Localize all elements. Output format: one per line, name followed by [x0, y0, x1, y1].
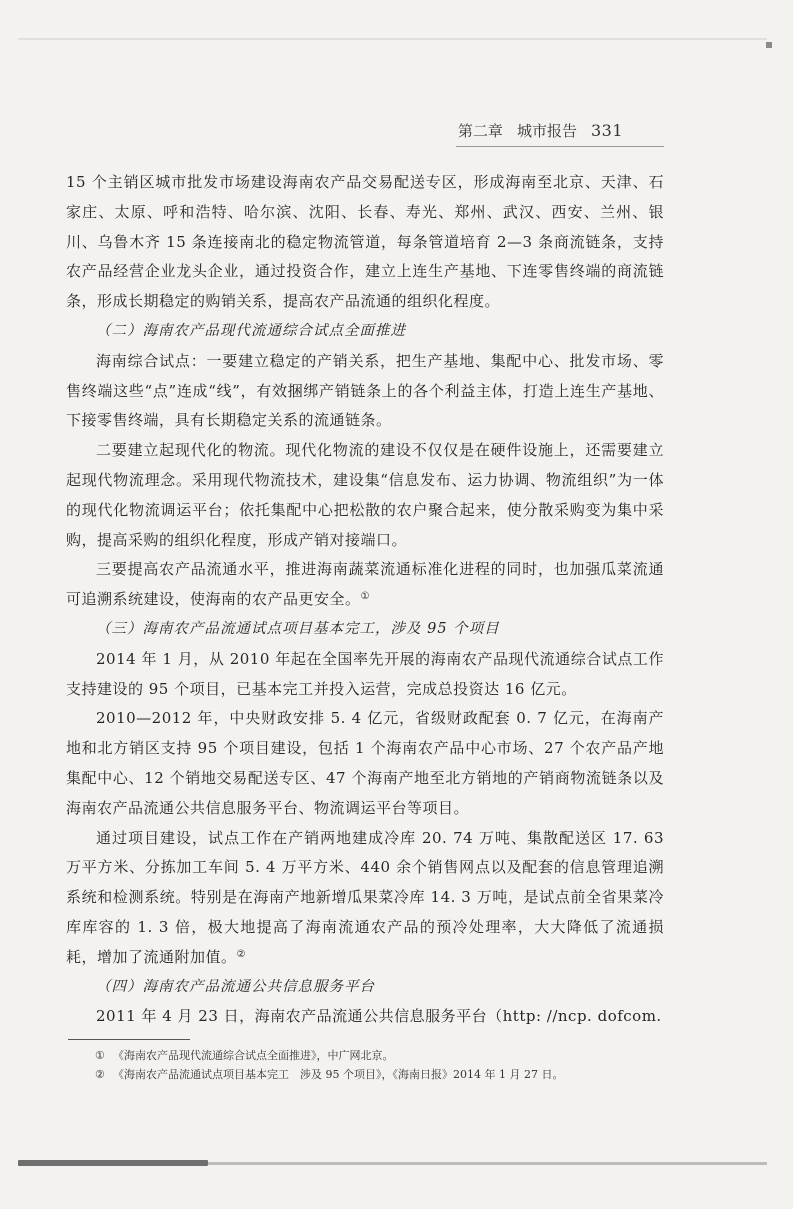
header-rule — [456, 146, 664, 147]
header-chapter: 第二章 — [457, 122, 503, 140]
section-heading: （四）海南农产品流通公共信息服务平台 — [96, 978, 375, 995]
footnote-ref: ② — [236, 948, 246, 960]
footnotes — [95, 1046, 655, 1084]
scan-top-edge — [18, 38, 767, 40]
paragraph — [66, 555, 664, 615]
footnote-number: ① — [95, 1049, 105, 1062]
footnote-text: 《海南农产品流通试点项目基本完工 涉及 95 个项目》，《海南日报》2014 年 1 月 27 日。 — [113, 1068, 564, 1081]
paragraph: 2014 年 1 月，从 2010 年起在全国率先开展的海南农产品现代流通综合试点工作支持建设的 95 个项目，已基本完工并投入运营，完成总投资达 16 亿元。 — [66, 649, 664, 698]
footnote-text: 《海南农产品现代流通综合试点全面推进》，中广网北京。 — [113, 1049, 394, 1062]
scan-margin-mark — [766, 42, 772, 48]
paragraph: 二要建立起现代化的物流。现代化物流的建设不仅仅是在硬件设施上，还需要建立起现代物流理念。采用现代物流技术，建设集“信息发布、运力协调、物流组织”为一体的现代化物流调运平台；依托集配中心把松散的农户聚合起来，使分散采购变为集中采购，提高采购的组织化程度，形成产销对接端口。 — [66, 441, 664, 549]
footnote-rule — [68, 1039, 190, 1040]
paragraph-text: 三要提高农产品流通水平，推进海南蔬菜流通标准化进程的同时，也加强瓜菜流通可追溯系统建设，使海南的农产品更安全。 — [66, 560, 664, 609]
paragraph: 海南综合试点：一要建立稳定的产销关系，把生产基地、集配中心、批发市场、零售终端这些“点”连成“线”，有效捆绑产销链条上的各个利益主体，打造上连生产基地、下接零售终端，具有长期稳定关系的流通链条。 — [66, 351, 664, 430]
footnote — [95, 1046, 655, 1065]
section-heading: （二）海南农产品现代流通综合试点全面推进 — [96, 322, 406, 339]
footnote — [95, 1065, 655, 1084]
paragraph: 15 个主销区城市批发市场建设海南农产品交易配送专区，形成海南至北京、天津、石家庄、太原、呼和浩特、哈尔滨、沈阳、长春、寿光、郑州、武汉、西安、兰州、银川、乌鲁木齐 15 条连接南北的稳定物流管道，每条管道培育 2—3 条商流链条，支持农产品经营企业龙头企业，通过投资合作，建立上连生产基地、下连零售终端的商流链条，形成长期稳定的购销关系，提高农产品流通的组织化程度。 — [66, 173, 664, 311]
scan-bottom-edge — [18, 1160, 208, 1166]
header-section: 城市报告 — [516, 122, 577, 140]
page-number: 331 — [590, 121, 623, 140]
paragraph — [66, 824, 664, 973]
footnote-number: ② — [95, 1068, 105, 1081]
paragraph: 2010—2012 年，中央财政安排 5. 4 亿元，省级财政配套 0. 7 亿元，在海南产地和北方销区支持 95 个项目建设，包括 1 个海南农产品中心市场、27 个农产品产地集配中心、12 个销地交易配送专区、47 个海南产地至北方销地的产销商物流链条以及海南农产品流通公共信息服务平台、物流调运平台等项目。 — [66, 709, 664, 817]
footnote-ref: ① — [360, 591, 370, 603]
paragraph: 2011 年 4 月 23 日，海南农产品流通公共信息服务平台（http: //ncp. dofcom. — [96, 1007, 662, 1026]
body-text — [66, 168, 664, 1032]
paragraph-text: 通过项目建设，试点工作在产销两地建成冷库 20. 74 万吨、集散配送区 17. 63 万平方米、分拣加工车间 5. 4 万平方米、440 余个销售网点以及配套的信息管理追溯系统和检测系统。特别是在海南产地新增瓜果菜冷库 14. 3 万吨，是试点前全省果菜冷库库容的 1. 3 倍，极大地提高了海南流通农产品的预冷处理率，大大降低了流通损耗，增加了流通附加值。 — [66, 828, 664, 966]
running-header — [65, 120, 623, 142]
section-heading: （三）海南农产品流通试点项目基本完工，涉及 95 个项目 — [96, 620, 500, 637]
scan-bottom-edge-light — [208, 1162, 767, 1165]
